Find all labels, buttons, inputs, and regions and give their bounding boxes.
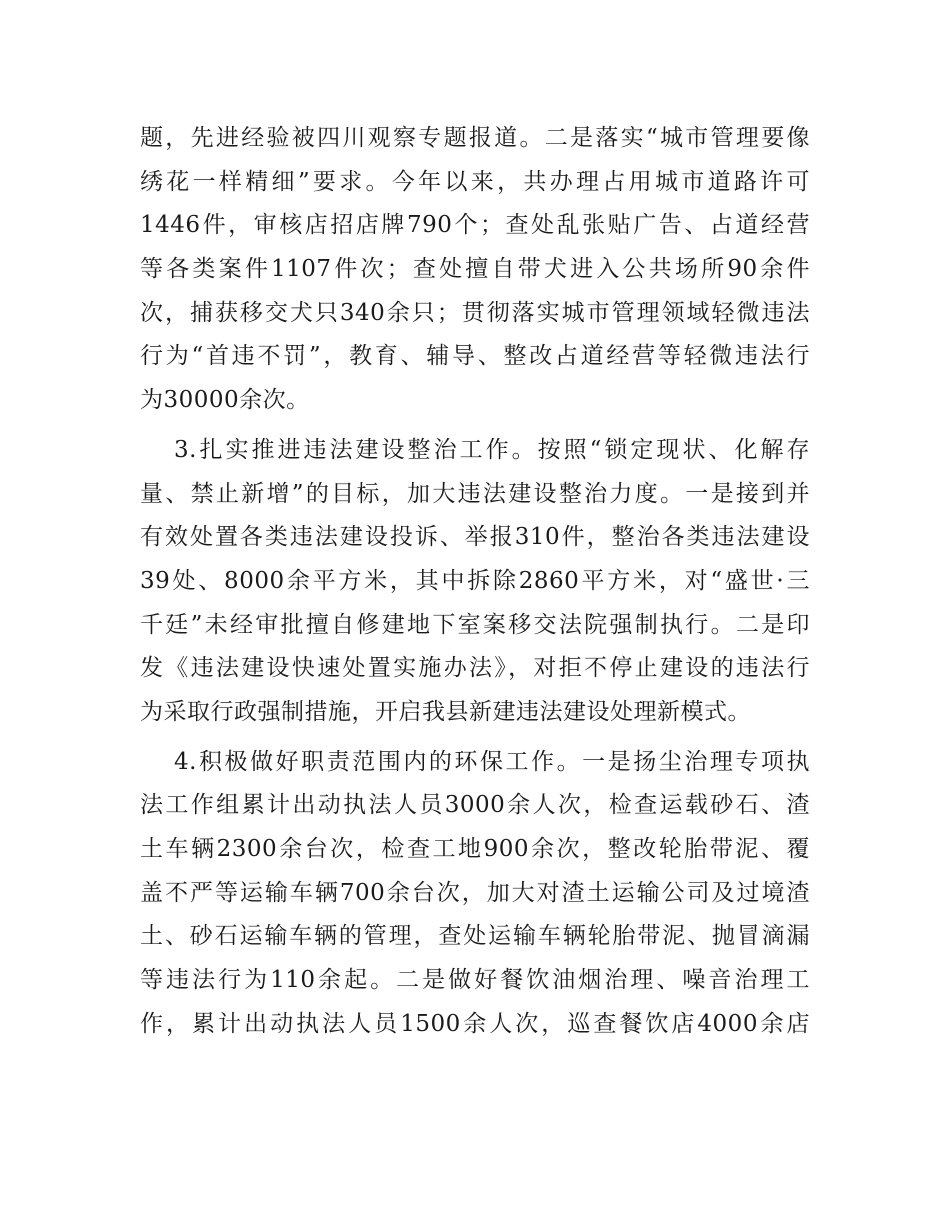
text-line: 题，先进经验被四川观察专题报道。二是落实“城市管理要像 bbox=[140, 125, 810, 151]
text-line: 千廷”未经审批擅自修建地下室案移交法院强制执行。二是印 bbox=[140, 611, 810, 638]
text-line: 土车辆2300余台次，检查工地900余次，整改轮胎带泥、覆 bbox=[140, 836, 810, 862]
text-line: 行为“首违不罚”，教育、辅导、整改占道经营等轻微违法行 bbox=[140, 343, 810, 370]
text-line: 作，累计出动执法人员1500余人次，巡查餐饮店4000余店 bbox=[140, 1010, 810, 1037]
text-line: 等各类案件1107件次；查处擅自带犬进入公共场所90余件 bbox=[140, 256, 810, 283]
text-line: 有效处置各类违法建设投诉、举报310件，整治各类违法建设 bbox=[140, 524, 810, 551]
text-line: 次，捕获移交犬只340余只；贯彻落实城市管理领域轻微违法 bbox=[140, 299, 810, 326]
text-line: 法工作组累计出动执法人员3000余人次，检查运载砂石、渣 bbox=[140, 792, 810, 819]
paragraph-city-management bbox=[140, 117, 810, 423]
text-line: 绣花一样精细”要求。今年以来，共办理占用城市道路许可 bbox=[140, 168, 810, 195]
paragraph-heading-line: 3.扎实推进违法建设整治工作。按照“锁定现状、化解存 bbox=[174, 436, 810, 463]
text-line: 为30000余次。 bbox=[140, 387, 310, 414]
text-line: 1446件，审核店招店牌790个；查处乱张贴广告、占道经营 bbox=[140, 212, 810, 239]
text-line: 为采取行政强制措施，开启我县新建违法建设处理新模式。 bbox=[140, 698, 751, 725]
paragraph-environmental-work bbox=[140, 741, 810, 1047]
paragraph-heading-line: 4.积极做好职责范围内的环保工作。一是扬尘治理专项执 bbox=[174, 748, 810, 775]
text-line: 39处、8000余平方米，其中拆除2860平方米，对“盛世·三 bbox=[140, 567, 810, 594]
paragraph-illegal-construction bbox=[140, 429, 810, 735]
text-line: 盖不严等运输车辆700余台次，加大对渣土运输公司及过境渣 bbox=[140, 879, 810, 906]
text-line: 等违法行为110余起。二是做好餐饮油烟治理、噪音治理工 bbox=[140, 967, 810, 994]
text-line: 土、砂石运输车辆的管理，查处运输车辆轮胎带泥、抛冒滴漏 bbox=[140, 923, 810, 950]
document-page bbox=[140, 117, 810, 1052]
text-line: 量、禁止新增”的目标，加大违法建设整治力度。一是接到并 bbox=[140, 480, 810, 507]
text-line: 发《违法建设快速处置实施办法》，对拒不停止建设的违法行 bbox=[140, 655, 810, 682]
